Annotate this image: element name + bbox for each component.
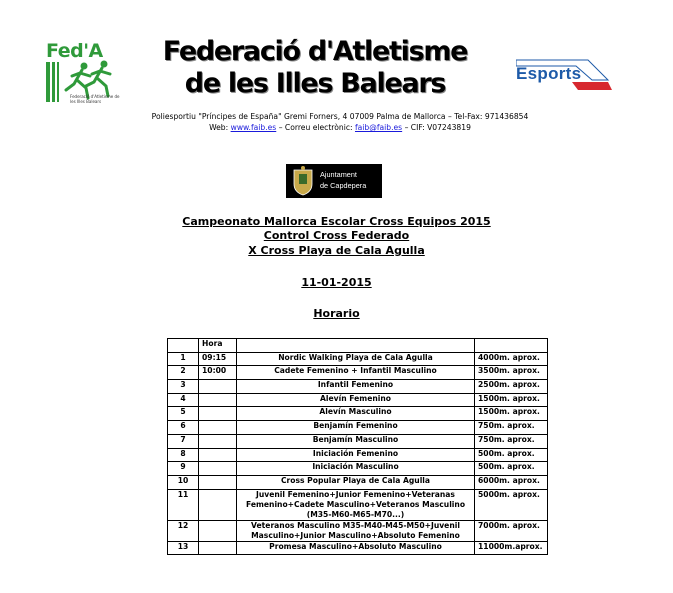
row-event: Cross Popular Playa de Cala Agulla (237, 475, 475, 489)
row-distance: 7000m. aprox. (475, 520, 548, 541)
row-number: 9 (168, 462, 199, 476)
table-row (168, 393, 548, 407)
row-event: Alevín Masculino (237, 407, 475, 421)
row-event: Juvenil Femenino+Junior Femenino+Veteranas Femenino+Cadete Masculino+Veteranos Masculino (M35-M60-M65-M70...) (237, 489, 475, 520)
event-title-2: Control Cross Federado (263, 229, 410, 242)
table-row (168, 407, 548, 421)
row-event: Iniciación Masculino (237, 462, 475, 476)
ajuntament-line-1: Ajuntament (320, 170, 357, 179)
row-event: Veteranos Masculino M35-M40-M45-M50+Juvenil Masculino+Junior Masculino+Absoluto Femenino (237, 520, 475, 541)
esports-logo (516, 56, 612, 96)
event-title-3: X Cross Playa de Cala Agulla (248, 244, 425, 257)
table-row (168, 475, 548, 489)
header-cell-num (168, 339, 199, 353)
header-cell-hora: Hora (199, 339, 237, 353)
row-hora (199, 407, 237, 421)
row-event: Infantil Femenino (237, 380, 475, 394)
title-line-1: Federació d'Atletisme (162, 36, 468, 67)
ajuntament-text (320, 169, 366, 191)
row-event: Benjamín Masculino (237, 434, 475, 448)
cif-text: – CIF: V07243819 (404, 123, 471, 132)
table-row (168, 366, 548, 380)
row-number: 4 (168, 393, 199, 407)
schedule-table (167, 338, 548, 555)
event-title-1: Campeonato Mallorca Escolar Cross Equipos 2015 (182, 215, 491, 228)
row-distance: 6000m. aprox. (475, 475, 548, 489)
title-line-2: de les Illes Balears (184, 68, 446, 99)
row-distance: 11000m.aprox. (475, 541, 548, 555)
schedule-heading: Horario (313, 307, 360, 320)
row-distance: 750m. aprox. (475, 434, 548, 448)
row-hora (199, 541, 237, 555)
table-row (168, 462, 548, 476)
ajuntament-logo (286, 164, 382, 198)
row-number: 5 (168, 407, 199, 421)
row-event: Nordic Walking Playa de Cala Agulla (237, 352, 475, 366)
row-distance: 500m. aprox. (475, 448, 548, 462)
ajuntament-line-2: de Capdepera (320, 181, 367, 190)
row-distance: 1500m. aprox. (475, 393, 548, 407)
row-number: 12 (168, 520, 199, 541)
row-number: 13 (168, 541, 199, 555)
table-row (168, 541, 548, 555)
table-row (168, 448, 548, 462)
row-hora (199, 475, 237, 489)
row-distance: 2500m. aprox. (475, 380, 548, 394)
row-hora (199, 520, 237, 541)
row-event: Benjamín Femenino (237, 421, 475, 435)
web-prefix: Web: (209, 123, 229, 132)
row-number: 11 (168, 489, 199, 520)
row-number: 7 (168, 434, 199, 448)
row-hora (199, 434, 237, 448)
table-row (168, 352, 548, 366)
row-distance: 750m. aprox. (475, 421, 548, 435)
row-distance: 500m. aprox. (475, 462, 548, 476)
email-link[interactable]: faib@faib.es (354, 123, 403, 132)
row-distance: 4000m. aprox. (475, 352, 548, 366)
federation-title (160, 36, 470, 100)
fed-logo (44, 40, 124, 108)
table-row (168, 421, 548, 435)
row-hora: 09:15 (199, 352, 237, 366)
email-prefix: – Correu electrònic: (278, 123, 353, 132)
table-row (168, 380, 548, 394)
event-date: 11-01-2015 (301, 276, 372, 289)
table-row (168, 520, 548, 541)
row-distance: 5000m. aprox. (475, 489, 548, 520)
row-hora (199, 421, 237, 435)
row-hora (199, 393, 237, 407)
row-hora (199, 462, 237, 476)
row-event: Alevín Femenino (237, 393, 475, 407)
esports-label: Esports (516, 64, 582, 83)
row-hora (199, 448, 237, 462)
row-number: 2 (168, 366, 199, 380)
row-number: 1 (168, 352, 199, 366)
table-row (168, 489, 548, 520)
header-cell-dist (475, 339, 548, 353)
row-distance: 1500m. aprox. (475, 407, 548, 421)
web-link[interactable]: www.faib.es (230, 123, 277, 132)
row-hora: 10:00 (199, 366, 237, 380)
header-cell-event (237, 339, 475, 353)
row-hora (199, 380, 237, 394)
row-event: Promesa Masculino+Absoluto Masculino (237, 541, 475, 555)
contact-line (60, 123, 620, 132)
row-number: 6 (168, 421, 199, 435)
address-line: Poliesportiu "Príncipes de España" Gremi Forners, 4 07009 Palma de Mallorca – Tel-Fax: 971436854 (151, 112, 529, 121)
row-number: 8 (168, 448, 199, 462)
row-hora (199, 489, 237, 520)
row-distance: 3500m. aprox. (475, 366, 548, 380)
row-event: Iniciación Femenino (237, 448, 475, 462)
row-number: 3 (168, 380, 199, 394)
table-row (168, 434, 548, 448)
row-event: Cadete Femenino + Infantil Masculino (237, 366, 475, 380)
fed-logo-subtitle: Federació d'Atletisme de les Illes Balears (70, 94, 120, 104)
row-number: 10 (168, 475, 199, 489)
coat-of-arms-icon (288, 164, 318, 198)
table-header-row (168, 339, 548, 353)
fed-logo-label: Fed'A (46, 40, 103, 62)
